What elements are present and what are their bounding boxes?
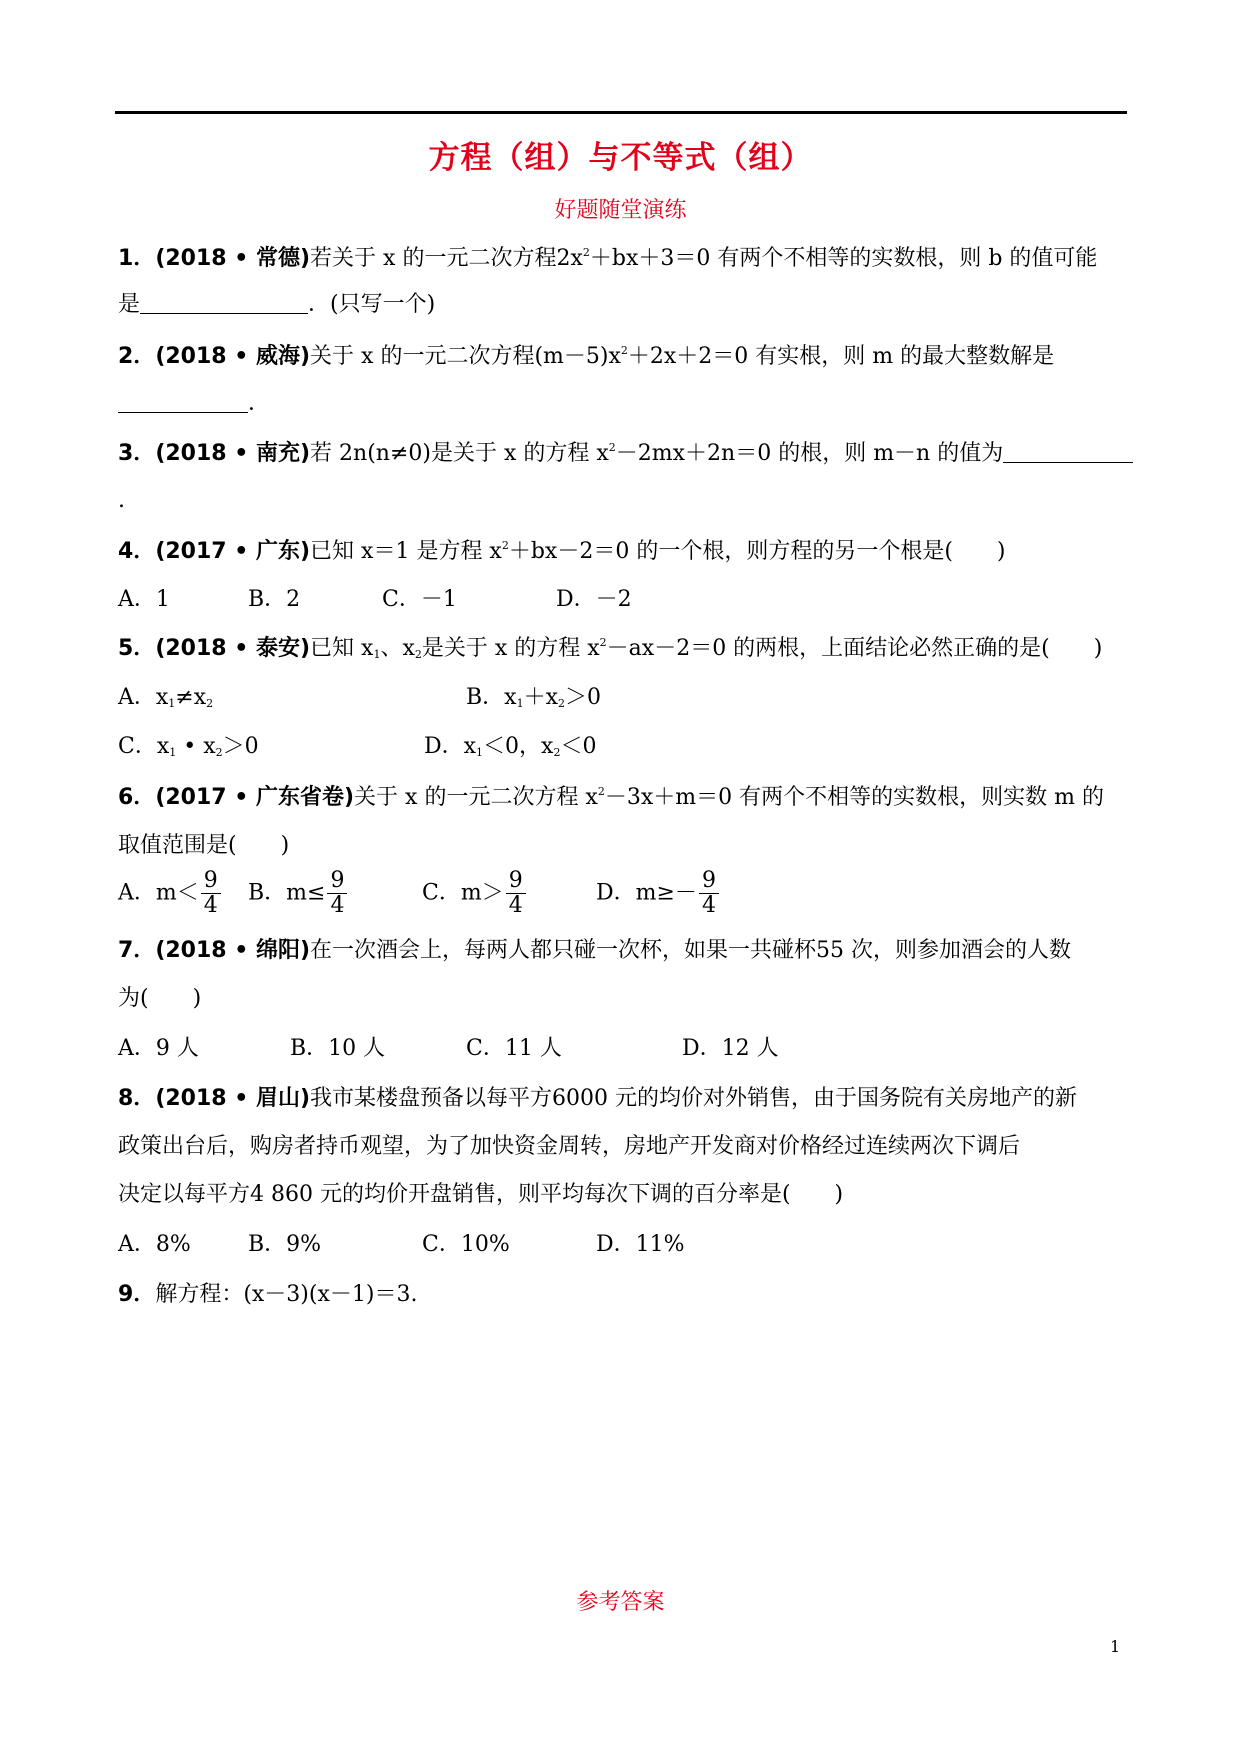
question-7-line-2: 为( ): [118, 986, 202, 1011]
option-d[interactable]: D．11%: [596, 1232, 685, 1257]
question-number: 7．: [118, 938, 156, 963]
option-a[interactable]: A．9 人: [118, 1036, 199, 1061]
header-rule: [115, 111, 1127, 114]
question-number: 8．: [118, 1086, 156, 1111]
option-c[interactable]: C．－1: [382, 587, 457, 612]
option-a[interactable]: A．8%: [118, 1232, 191, 1257]
question-6-line-1: 6．(2017 • 广东省卷)关于 x 的一元二次方程 $x^2-3x+m=0$ 有两个不相等的实数根，则实数 m 的: [118, 785, 1104, 810]
question-3-line-1: 3．(2018 • 南充)若 2n(n≠0)是关于 x 的方程 $x^2-2mx+2n=0$ 的根，则 m－n 的值为: [118, 439, 1133, 469]
option-b[interactable]: B．9%: [248, 1232, 322, 1257]
page-number: 1: [1110, 1637, 1121, 1656]
answer-blank[interactable]: [140, 291, 308, 314]
fraction: $\frac{9}{4}$: [327, 869, 347, 918]
question-number: 2．: [118, 344, 156, 369]
question-3-line-2: .: [118, 488, 125, 513]
question-8-line-3: 决定以每平方4 860 元的均价开盘销售，则平均每次下调的百分率是( ): [118, 1182, 844, 1207]
question-source: (2017 • 广东省卷): [155, 785, 355, 810]
question-source: (2018 • 常德): [155, 246, 311, 271]
option-d[interactable]: D．$x_1<0$，$x_2<0$: [424, 734, 597, 759]
question-number: 3．: [118, 441, 156, 466]
option-d[interactable]: D．m≥－ $\frac{9}{4}$: [596, 869, 719, 918]
fraction: $\frac{9}{4}$: [699, 869, 719, 918]
question-2-line-1: 2．(2018 • 威海)关于 x 的一元二次方程$(m-5)x^2+2x+2=0$ 有实根，则 m 的最大整数解是: [118, 344, 1055, 369]
question-8-line-2: 政策出台后，购房者持币观望，为了加快资金周转，房地产开发商对价格经过连续两次下调后: [118, 1134, 1021, 1159]
option-c[interactable]: C．$x_1$ • $x_2>0$: [118, 734, 259, 759]
page-title: 方程（组）与不等式（组）: [428, 140, 813, 176]
answer-blank[interactable]: [118, 390, 248, 413]
question-1-line-1: 1．(2018 • 常德)若关于 x 的一元二次方程$2x^2+bx+3=0$ 有两个不相等的实数根，则 b 的值可能: [118, 246, 1098, 271]
option-d[interactable]: D．－2: [556, 587, 632, 612]
question-4-line-1: 4．(2017 • 广东)已知 x＝1 是方程 $x^2+bx-2=0$ 的一个根，则方程的另一个根是( ): [118, 539, 1006, 564]
question-6-line-2: 取值范围是( ): [118, 833, 290, 858]
option-a[interactable]: A．m＜ $\frac{9}{4}$: [118, 869, 221, 918]
question-source: (2018 • 眉山): [155, 1086, 311, 1111]
option-c[interactable]: C．10%: [422, 1232, 510, 1257]
question-source: (2018 • 绵阳): [155, 938, 311, 963]
option-b[interactable]: B．m≤ $\frac{9}{4}$: [248, 869, 347, 918]
option-c[interactable]: C．11 人: [466, 1036, 562, 1061]
option-a[interactable]: A．1: [118, 587, 170, 612]
option-d[interactable]: D．12 人: [682, 1036, 779, 1061]
question-number: 4．: [118, 539, 156, 564]
question-source: (2017 • 广东): [155, 539, 311, 564]
option-b[interactable]: B．2: [248, 587, 301, 612]
question-number: 1．: [118, 246, 156, 271]
question-number: 9．: [118, 1282, 156, 1307]
question-7-line-1: 7．(2018 • 绵阳)在一次酒会上，每两人都只碰一次杯，如果一共碰杯55 次，则参加酒会的人数: [118, 938, 1072, 963]
answer-section-heading: 参考答案: [576, 1590, 665, 1615]
option-c[interactable]: C．m＞ $\frac{9}{4}$: [422, 869, 526, 918]
option-a[interactable]: A．$x_1\ne x_2$: [118, 685, 214, 710]
question-number: 6．: [118, 785, 156, 810]
question-source: (2018 • 南充): [155, 441, 311, 466]
fraction: $\frac{9}{4}$: [201, 869, 221, 918]
question-2-line-2: ．: [118, 389, 270, 419]
option-b[interactable]: B．10 人: [290, 1036, 386, 1061]
question-source: (2018 • 威海): [155, 344, 311, 369]
fraction: $\frac{9}{4}$: [506, 869, 526, 918]
question-source: (2018 • 泰安): [155, 636, 311, 661]
question-number: 5．: [118, 636, 156, 661]
answer-blank[interactable]: [1003, 440, 1133, 463]
question-5-line-1: 5．(2018 • 泰安)已知 $x_1$、$x_2$是关于 x 的方程 $x^2-ax-2=0$ 的两根，上面结论必然正确的是( ): [118, 636, 1103, 661]
question-1-line-2: 是 ．(只写一个): [118, 292, 436, 317]
question-9-line-1: 9．解方程：(x－3)(x－1)＝3.: [118, 1282, 418, 1307]
option-b[interactable]: B．$x_1+x_2>0$: [466, 685, 601, 710]
section-subtitle: 好题随堂演练: [554, 198, 687, 223]
question-8-line-1: 8．(2018 • 眉山)我市某楼盘预备以每平方6000 元的均价对外销售，由于国务院有关房地产的新: [118, 1086, 1078, 1111]
